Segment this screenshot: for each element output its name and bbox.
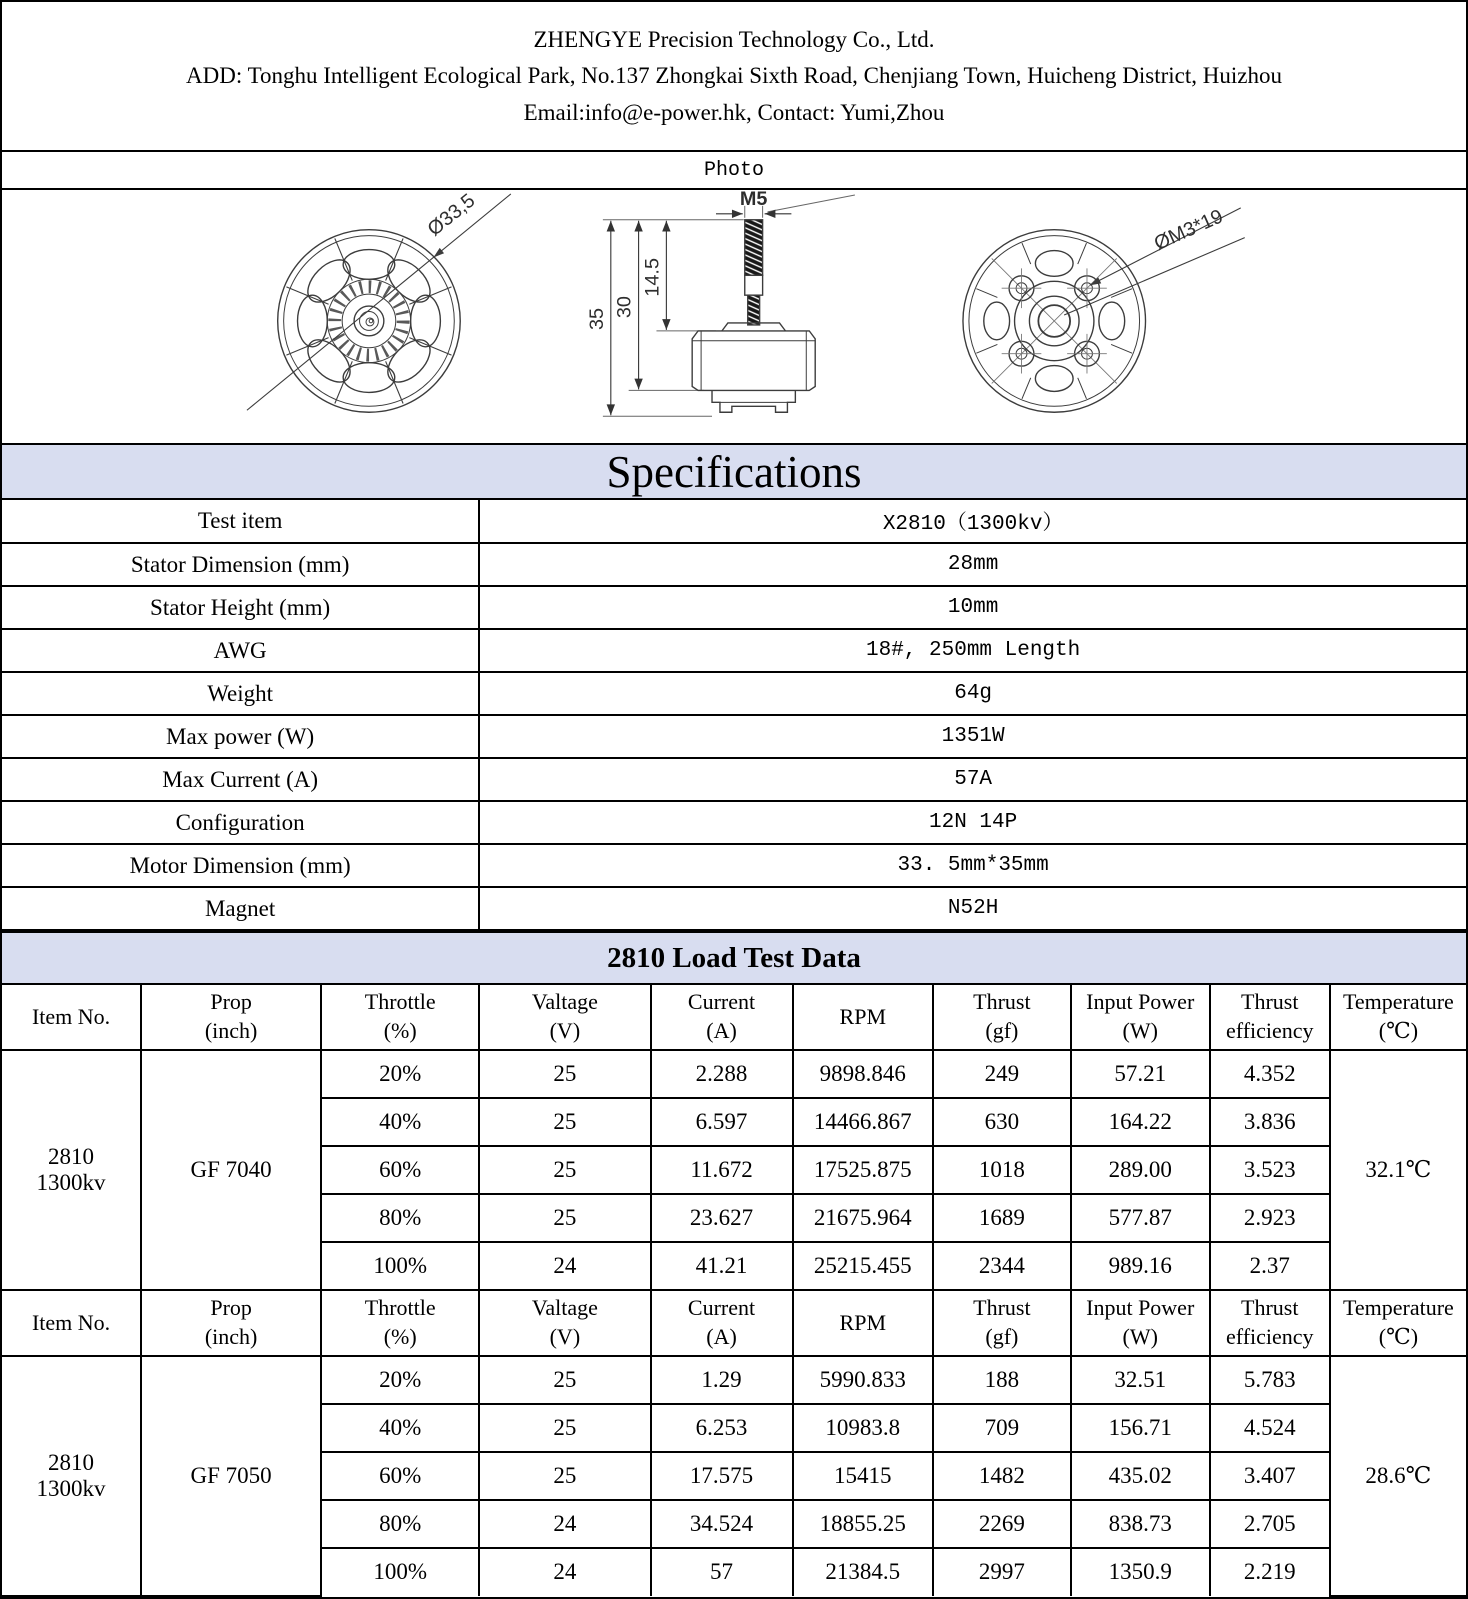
load-data-row bbox=[2, 1050, 1466, 1098]
col-header-thrust: Thrust (gf) bbox=[933, 1290, 1071, 1355]
rpm-cell: 15415 bbox=[793, 1452, 934, 1500]
input-power-cell: 577.87 bbox=[1071, 1194, 1210, 1242]
spec-value: 28mm bbox=[479, 543, 1466, 586]
throttle-cell: 40% bbox=[321, 1098, 479, 1146]
spec-label: Max power (W) bbox=[2, 715, 479, 758]
photo-section-label: Photo bbox=[2, 152, 1466, 190]
col-header-thrust-efficiency: Thrust efficiency bbox=[1210, 985, 1330, 1050]
efficiency-cell: 2.37 bbox=[1210, 1242, 1330, 1290]
technical-drawings bbox=[2, 190, 1466, 443]
spec-value: 57A bbox=[479, 758, 1466, 801]
col-header-prop: Prop (inch) bbox=[141, 1290, 321, 1355]
current-cell: 23.627 bbox=[651, 1194, 793, 1242]
load-test-title: 2810 Load Test Data bbox=[607, 941, 861, 974]
col-header-voltage: Valtage (V) bbox=[479, 1290, 650, 1355]
spec-label: Motor Dimension (mm) bbox=[2, 844, 479, 887]
spec-row bbox=[2, 672, 1466, 715]
input-power-cell: 838.73 bbox=[1071, 1500, 1210, 1548]
input-power-cell: 289.00 bbox=[1071, 1146, 1210, 1194]
thrust-cell: 2344 bbox=[933, 1242, 1071, 1290]
col-header-thrust: Thrust (gf) bbox=[933, 985, 1071, 1050]
voltage-cell: 25 bbox=[479, 1098, 650, 1146]
body-height-dimension-label: 30 bbox=[613, 296, 636, 319]
efficiency-cell: 2.705 bbox=[1210, 1500, 1330, 1548]
col-header-input-power: Input Power (W) bbox=[1071, 985, 1210, 1050]
current-cell: 57 bbox=[651, 1548, 793, 1596]
col-header-thrust-efficiency: Thrust efficiency bbox=[1210, 1290, 1330, 1355]
spec-value: 64g bbox=[479, 672, 1466, 715]
throttle-cell: 100% bbox=[321, 1548, 479, 1596]
company-address: ADD: Tonghu Intelligent Ecological Park, No.137 Zhongkai Sixth Road, Chenjiang Town, Huicheng District, Huizhou bbox=[186, 63, 1282, 89]
voltage-cell: 25 bbox=[479, 1452, 650, 1500]
col-header-voltage: Valtage (V) bbox=[479, 985, 650, 1050]
efficiency-cell: 5.783 bbox=[1210, 1356, 1330, 1404]
total-height-dimension-label: 35 bbox=[585, 307, 608, 331]
col-header-temperature: Temperature (℃) bbox=[1330, 1290, 1466, 1355]
spec-value: 12N 14P bbox=[479, 801, 1466, 844]
spec-row bbox=[2, 887, 1466, 930]
spec-label: Weight bbox=[2, 672, 479, 715]
spec-label: AWG bbox=[2, 629, 479, 672]
col-header-temperature: Temperature (℃) bbox=[1330, 985, 1466, 1050]
throttle-cell: 80% bbox=[321, 1500, 479, 1548]
motor-side-view-drawing bbox=[564, 190, 864, 443]
input-power-cell: 57.21 bbox=[1071, 1050, 1210, 1098]
input-power-cell: 32.51 bbox=[1071, 1356, 1210, 1404]
current-cell: 2.288 bbox=[651, 1050, 793, 1098]
efficiency-cell: 2.219 bbox=[1210, 1548, 1330, 1596]
current-cell: 6.253 bbox=[651, 1404, 793, 1452]
voltage-cell: 25 bbox=[479, 1356, 650, 1404]
throttle-cell: 80% bbox=[321, 1194, 479, 1242]
spec-label: Magnet bbox=[2, 887, 479, 930]
efficiency-cell: 4.524 bbox=[1210, 1404, 1330, 1452]
throttle-cell: 20% bbox=[321, 1356, 479, 1404]
throttle-cell: 100% bbox=[321, 1242, 479, 1290]
throttle-cell: 20% bbox=[321, 1050, 479, 1098]
rpm-cell: 17525.875 bbox=[793, 1146, 934, 1194]
thrust-cell: 630 bbox=[933, 1098, 1071, 1146]
load-test-table bbox=[2, 985, 1466, 1597]
throttle-cell: 60% bbox=[321, 1452, 479, 1500]
rpm-cell: 5990.833 bbox=[793, 1356, 934, 1404]
spec-row bbox=[2, 844, 1466, 887]
spec-label: Test item bbox=[2, 500, 479, 543]
current-cell: 41.21 bbox=[651, 1242, 793, 1290]
rpm-cell: 10983.8 bbox=[793, 1404, 934, 1452]
item-no-cell: 2810 1300kv bbox=[2, 1356, 141, 1596]
thrust-cell: 188 bbox=[933, 1356, 1071, 1404]
load-data-row bbox=[2, 1356, 1466, 1404]
voltage-cell: 25 bbox=[479, 1146, 650, 1194]
spec-row bbox=[2, 629, 1466, 672]
spec-row bbox=[2, 758, 1466, 801]
thrust-cell: 249 bbox=[933, 1050, 1071, 1098]
col-header-prop: Prop (inch) bbox=[141, 985, 321, 1050]
load-test-banner bbox=[2, 931, 1466, 985]
voltage-cell: 24 bbox=[479, 1242, 650, 1290]
spec-row bbox=[2, 500, 1466, 543]
spec-label: Stator Height (mm) bbox=[2, 586, 479, 629]
current-cell: 11.672 bbox=[651, 1146, 793, 1194]
spec-label: Stator Dimension (mm) bbox=[2, 543, 479, 586]
specifications-table bbox=[2, 500, 1466, 931]
company-contact: Email:info@e-power.hk, Contact: Yumi,Zhou bbox=[523, 99, 945, 125]
spec-value: 10mm bbox=[479, 586, 1466, 629]
spec-value: 1351W bbox=[479, 715, 1466, 758]
current-cell: 17.575 bbox=[651, 1452, 793, 1500]
shaft-height-dimension-label: 14.5 bbox=[641, 258, 664, 297]
mount-holes-dimension-label: ØM3*19 bbox=[1151, 205, 1227, 256]
spec-row bbox=[2, 543, 1466, 586]
motor-front-view-drawing bbox=[194, 190, 534, 443]
input-power-cell: 989.16 bbox=[1071, 1242, 1210, 1290]
col-header-item-no: Item No. bbox=[2, 985, 141, 1050]
company-header bbox=[2, 2, 1466, 152]
voltage-cell: 24 bbox=[479, 1548, 650, 1596]
diameter-dimension-label: Ø33,5 bbox=[423, 190, 480, 241]
col-header-rpm: RPM bbox=[793, 985, 934, 1050]
efficiency-cell: 2.923 bbox=[1210, 1194, 1330, 1242]
spec-value: N52H bbox=[479, 887, 1466, 930]
input-power-cell: 435.02 bbox=[1071, 1452, 1210, 1500]
col-header-current: Current (A) bbox=[651, 1290, 793, 1355]
thrust-cell: 1689 bbox=[933, 1194, 1071, 1242]
input-power-cell: 1350.9 bbox=[1071, 1548, 1210, 1596]
load-header-row bbox=[2, 1290, 1466, 1355]
col-header-throttle: Throttle (%) bbox=[321, 985, 479, 1050]
thread-dimension-label: M5 bbox=[739, 190, 768, 210]
efficiency-cell: 3.407 bbox=[1210, 1452, 1330, 1500]
spec-label: Max Current (A) bbox=[2, 758, 479, 801]
thrust-cell: 1482 bbox=[933, 1452, 1071, 1500]
efficiency-cell: 3.836 bbox=[1210, 1098, 1330, 1146]
current-cell: 34.524 bbox=[651, 1500, 793, 1548]
motor-bottom-view-drawing bbox=[894, 190, 1274, 443]
thrust-cell: 2269 bbox=[933, 1500, 1071, 1548]
item-no-cell: 2810 1300kv bbox=[2, 1050, 141, 1290]
spec-row bbox=[2, 715, 1466, 758]
load-header-row bbox=[2, 985, 1466, 1050]
input-power-cell: 164.22 bbox=[1071, 1098, 1210, 1146]
rpm-cell: 25215.455 bbox=[793, 1242, 934, 1290]
col-header-item-no: Item No. bbox=[2, 1290, 141, 1355]
spec-value: 18#, 250mm Length bbox=[479, 629, 1466, 672]
voltage-cell: 25 bbox=[479, 1050, 650, 1098]
spec-row bbox=[2, 586, 1466, 629]
rpm-cell: 18855.25 bbox=[793, 1500, 934, 1548]
current-cell: 1.29 bbox=[651, 1356, 793, 1404]
prop-cell: GF 7040 bbox=[141, 1050, 321, 1290]
thrust-cell: 2997 bbox=[933, 1548, 1071, 1596]
temperature-cell: 28.6℃ bbox=[1330, 1356, 1466, 1596]
voltage-cell: 24 bbox=[479, 1500, 650, 1548]
rpm-cell: 21675.964 bbox=[793, 1194, 934, 1242]
thrust-cell: 1018 bbox=[933, 1146, 1071, 1194]
temperature-cell: 32.1℃ bbox=[1330, 1050, 1466, 1290]
throttle-cell: 60% bbox=[321, 1146, 479, 1194]
rpm-cell: 14466.867 bbox=[793, 1098, 934, 1146]
spec-value: X2810（1300kv） bbox=[479, 500, 1466, 543]
prop-cell: GF 7050 bbox=[141, 1356, 321, 1596]
col-header-throttle: Throttle (%) bbox=[321, 1290, 479, 1355]
throttle-cell: 40% bbox=[321, 1404, 479, 1452]
rpm-cell: 21384.5 bbox=[793, 1548, 934, 1596]
specifications-title: Specifications bbox=[606, 446, 862, 497]
col-header-input-power: Input Power (W) bbox=[1071, 1290, 1210, 1355]
voltage-cell: 25 bbox=[479, 1404, 650, 1452]
rpm-cell: 9898.846 bbox=[793, 1050, 934, 1098]
efficiency-cell: 3.523 bbox=[1210, 1146, 1330, 1194]
company-name: ZHENGYE Precision Technology Co., Ltd. bbox=[533, 26, 935, 52]
col-header-current: Current (A) bbox=[651, 985, 793, 1050]
specifications-banner bbox=[2, 443, 1466, 500]
input-power-cell: 156.71 bbox=[1071, 1404, 1210, 1452]
col-header-rpm: RPM bbox=[793, 1290, 934, 1355]
efficiency-cell: 4.352 bbox=[1210, 1050, 1330, 1098]
spec-label: Configuration bbox=[2, 801, 479, 844]
spec-value: 33. 5mm*35mm bbox=[479, 844, 1466, 887]
voltage-cell: 25 bbox=[479, 1194, 650, 1242]
spec-row bbox=[2, 801, 1466, 844]
current-cell: 6.597 bbox=[651, 1098, 793, 1146]
thrust-cell: 709 bbox=[933, 1404, 1071, 1452]
